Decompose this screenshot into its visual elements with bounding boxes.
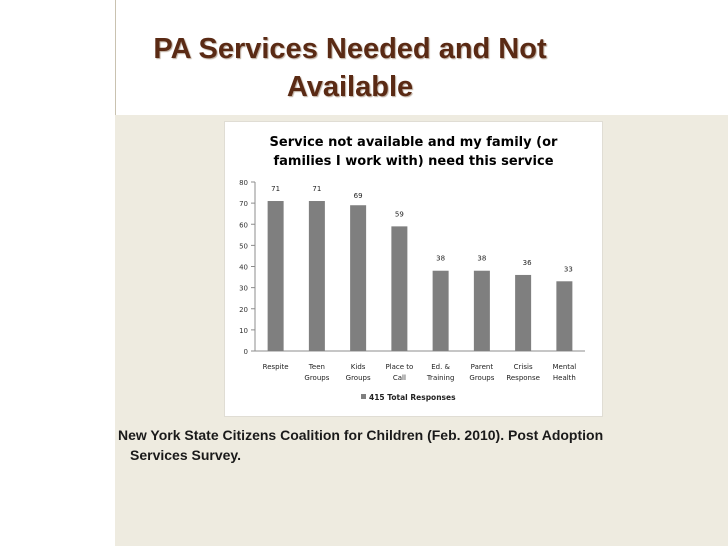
bar [515,275,531,351]
bar [433,271,449,351]
x-tick-label: Parent [470,363,494,371]
legend-swatch [361,394,366,399]
chart-title-line1: Service not available and my family (or [269,135,558,150]
data-label: 38 [436,254,446,263]
x-tick-label: Kids [350,363,366,371]
slide-left-margin [0,0,115,546]
bar [556,281,572,351]
bar [391,226,407,351]
bar [268,201,284,351]
y-tick-label: 70 [239,200,248,209]
slide-title-line2: Available [286,71,414,103]
x-tick-label: Mental [552,363,577,371]
data-label: 69 [353,192,363,201]
x-tick-label: Training [426,374,455,382]
chart-plot [225,122,602,416]
x-tick-label: Place to [385,363,414,371]
x-tick-label: Groups [345,374,371,382]
data-label: 36 [522,258,532,267]
citation-line1: New York State Citizens Coalition for Children (Feb. 2010). Post Adoption [118,427,604,443]
bar [474,271,490,351]
x-tick-label: Response [506,374,540,382]
bar-chart [224,121,603,417]
y-tick-label: 50 [239,242,248,251]
data-label: 71 [312,185,322,194]
citation-line2: Services Survey. [130,447,242,463]
data-label: 33 [563,265,573,274]
slide-title [120,30,580,106]
data-label: 59 [394,210,404,219]
data-label: 38 [477,254,487,263]
x-tick-label: Teen [308,363,325,371]
y-tick-label: 0 [243,348,248,356]
x-tick-label: Ed. & [431,363,451,371]
legend-label: 415 Total Responses [369,393,456,402]
x-tick-label: Crisis [513,363,533,371]
bar [350,205,366,351]
x-tick-label: Call [392,374,406,382]
x-tick-label: Respite [262,363,289,371]
chart-title-line2: families I work with) need this service [273,154,554,169]
data-label: 71 [271,185,281,194]
x-tick-label: Groups [469,374,495,382]
y-tick-label: 80 [239,179,248,187]
x-tick-label: Health [552,374,576,382]
y-tick-label: 60 [239,221,248,230]
y-tick-label: 40 [239,263,248,272]
y-tick-label: 10 [239,326,248,335]
citation [118,425,718,465]
x-tick-label: Groups [304,374,330,382]
slide-title-line1: PA Services Needed and Not [153,33,547,65]
bar [309,201,325,351]
y-tick-label: 30 [239,284,248,293]
y-tick-label: 20 [239,305,248,314]
